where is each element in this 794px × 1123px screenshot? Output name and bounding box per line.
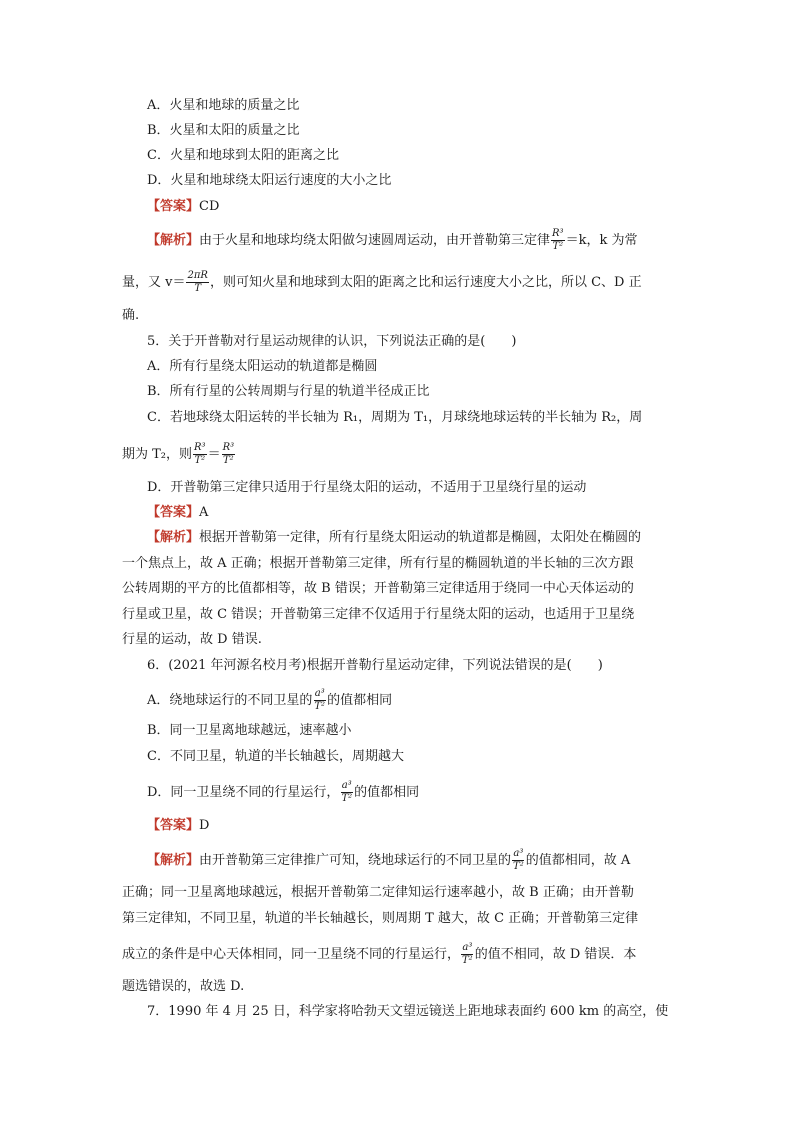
- formula-numerator: a³: [462, 942, 473, 953]
- formula-denominator: T²: [341, 793, 353, 804]
- analysis-tag: 【解析】: [147, 233, 200, 248]
- q6-option-c: C．不同卫星，轨道的半长轴越长，周期越大: [147, 749, 404, 764]
- formula-numerator: R³: [552, 228, 564, 239]
- option-text: 的值都相同: [354, 785, 420, 800]
- q6-analysis-line-4: [122, 942, 636, 967]
- q6-stem: 6．(2021 年河源名校月考)根据开普勒行星运动定律，下列说法错误的是( ): [147, 658, 603, 673]
- formula-denominator: T²: [462, 955, 473, 966]
- formula-denominator: T²: [223, 455, 234, 466]
- analysis-text: 量，又 v＝: [122, 275, 186, 290]
- q5-analysis-line-4: 行星或卫星，故 C 错误；开普勒第三定律不仅适用于行星绕太阳的运动，也适用于卫星绕: [122, 607, 635, 622]
- formula-denominator: T²: [513, 861, 524, 872]
- formula-numerator: R³: [194, 442, 206, 453]
- analysis-text: ＝k，k 为常: [565, 233, 638, 248]
- q6-analysis-line-3: 第三定律知，不同卫星，轨道的半长轴越长，则周期 T 越大，故 C 正确；开普勒第三定律: [122, 911, 639, 926]
- analysis-text: ，则可知火星和地球到太阳的距离之比和运行速度大小之比，所以 C、D 正: [209, 275, 642, 290]
- formula-denominator: T²: [314, 701, 326, 712]
- answer-tag: 【答案】: [147, 818, 200, 833]
- q4-analysis-line-3: 确.: [122, 308, 140, 323]
- q5-option-c-line-1: C．若地球绕太阳运转的半长轴为 R₁，周期为 T₁，月球绕地球运转的半长轴为 R₂，周: [147, 410, 643, 425]
- analysis-text: 的值不相同，故 D 错误．本: [474, 947, 637, 962]
- q5-stem: 5．关于开普勒对行星运动规律的认识，下列说法正确的是( ): [147, 334, 517, 349]
- q6-analysis-line-2: 正确；同一卫星离地球越远，根据开普勒第二定律知运行速率越小，故 B 正确；由开普勒: [122, 885, 634, 900]
- q7-stem: 7．1990 年 4 月 25 日，科学家将哈勃天文望远镜送上距地球表面约 600 km 的高空，使: [147, 1004, 669, 1019]
- answer-tag: 【答案】: [147, 199, 200, 214]
- analysis-text: 由开普勒第三定律推广可知，绕地球运行的不同卫星的: [199, 853, 512, 868]
- formula-a3-t2: [340, 780, 353, 805]
- analysis-text: 由于火星和地球均绕太阳做匀速圆周运动，由开普勒第三定律: [199, 233, 551, 248]
- analysis-text: 的值都相同，故 A: [525, 853, 631, 868]
- q5-answer: [147, 502, 208, 524]
- analysis-tag: 【解析】: [147, 853, 200, 868]
- analysis-tag: 【解析】: [147, 530, 200, 545]
- q6-analysis-line-1: [147, 848, 630, 873]
- answer-value: CD: [199, 199, 220, 214]
- q6-analysis-line-5: 题选错误的，故选 D.: [122, 979, 245, 994]
- formula-a3-t2: [512, 848, 525, 873]
- q6-option-a: [147, 688, 392, 713]
- q5-analysis-line-3: 公转周期的平方的比值都相等，故 B 错误；开普勒第三定律适用于绕同一中心天体运动的: [122, 581, 634, 596]
- formula-numerator: R³: [222, 442, 235, 453]
- formula-left: [193, 442, 207, 467]
- option-text: D．同一卫星绕不同的行星运行，: [147, 785, 340, 800]
- analysis-text: 成立的条件是中心天体相同，同一卫星绕不同的行星运行，: [122, 947, 461, 962]
- analysis-text: 根据开普勒第一定律，所有行星绕太阳运动的轨道都是椭圆，太阳处在椭圆的: [199, 530, 642, 545]
- formula-right: [222, 442, 236, 467]
- answer-value: A: [199, 505, 209, 520]
- q4-answer: [147, 196, 219, 218]
- formula-numerator: a³: [513, 848, 524, 859]
- q5-option-b: B．所有行星的公转周期与行星的轨道半径成正比: [147, 384, 430, 399]
- formula-numerator: a³: [314, 688, 325, 699]
- answer-value: D: [199, 818, 210, 833]
- q4-option-b: B．火星和太阳的质量之比: [147, 123, 300, 138]
- q5-option-a: A．所有行星绕太阳运动的轨道都是椭圆: [147, 359, 378, 374]
- answer-tag: 【答案】: [147, 505, 200, 520]
- formula-a3-t2: [461, 942, 474, 967]
- q4-option-d: D．火星和地球绕太阳运行速度的大小之比: [147, 173, 392, 188]
- option-text: 期为 T₂，则: [122, 447, 193, 462]
- q5-option-d: D．开普勒第三定律只适用于行星绕太阳的运动，不适用于卫星绕行星的运动: [147, 480, 587, 495]
- q6-answer: [147, 815, 209, 837]
- q5-analysis-line-2: 一个焦点上，故 A 正确；根据开普勒第三定律，所有行星的椭圆轨道的半长轴的三次方跟: [122, 556, 634, 571]
- q6-option-d: [147, 780, 419, 805]
- formula-numerator: a³: [341, 780, 352, 791]
- formula-r3-t2: [551, 228, 565, 253]
- q5-option-c-line-2: [122, 442, 236, 467]
- q6-option-b: B．同一卫星离地球越远，速率越小: [147, 723, 352, 738]
- formula-2piR-T: [186, 270, 208, 295]
- q4-option-c: C．火星和地球到太阳的距离之比: [147, 148, 339, 163]
- formula-denominator: T²: [552, 241, 564, 252]
- formula-denominator: T²: [194, 455, 206, 466]
- option-text: A．绕地球运行的不同卫星的: [147, 693, 313, 708]
- q4-analysis-line-1: [147, 228, 637, 253]
- formula-a3-t2: [313, 688, 326, 713]
- equals-sign: ＝: [207, 447, 221, 462]
- q4-option-a: A．火星和地球的质量之比: [147, 98, 300, 113]
- q4-analysis-line-2: [122, 270, 642, 295]
- formula-denominator: T: [194, 283, 202, 294]
- option-text: 的值都相同: [327, 693, 393, 708]
- q5-analysis-line-1: [147, 527, 641, 549]
- q5-analysis-line-5: 行星的运动，故 D 错误.: [122, 632, 262, 647]
- formula-numerator: 2πR: [187, 270, 208, 281]
